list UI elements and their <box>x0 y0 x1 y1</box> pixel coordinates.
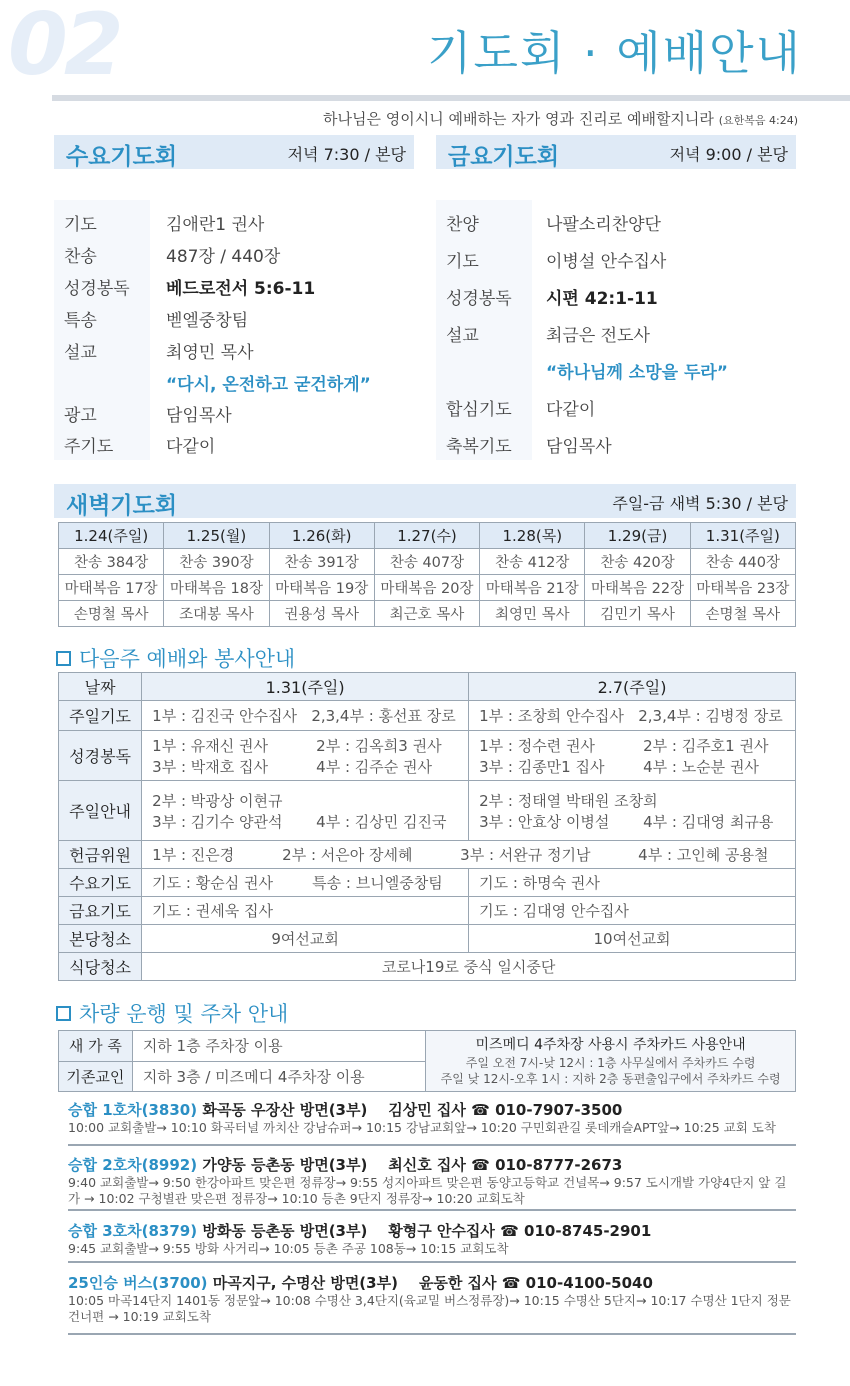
next-week-title: 다음주 예배와 봉사안내 <box>56 643 295 673</box>
dawn-preacher: 최근호 목사 <box>374 601 479 627</box>
table-row <box>59 1031 796 1062</box>
dawn-reading: 마태복음 22장 <box>585 575 690 601</box>
cell: 지하 1층 주차장 이용 <box>132 1031 425 1062</box>
cell: 1부 : 김진국 안수집사 2,3,4부 : 홍선표 장로 <box>142 701 469 731</box>
row-label: 수요기도 <box>59 869 142 897</box>
table-row <box>59 925 796 953</box>
cell: 지하 3층 / 미즈메디 4주차장 이용 <box>132 1061 425 1092</box>
dawn-preacher: 권용성 목사 <box>269 601 374 627</box>
dawn-hymn: 찬송 412장 <box>480 549 585 575</box>
cell: 코로나19로 중식 일시중단 <box>142 953 796 981</box>
next-week-table <box>58 672 796 981</box>
wednesday-title: 수요기도회 <box>66 144 178 170</box>
checkbox-square-icon <box>56 1006 71 1021</box>
parking-table <box>58 1030 796 1092</box>
row-label: 식당청소 <box>59 953 142 981</box>
dawn-hymn: 찬송 391장 <box>269 549 374 575</box>
dawn-reading: 마태복음 21장 <box>480 575 585 601</box>
wednesday-time: 저녁 7:30 / 본당 <box>287 145 406 164</box>
dawn-hymn: 찬송 384장 <box>59 549 164 575</box>
route-item: 25인승 버스(3700) 마곡지구, 수명산 방면(3부) 윤동한 집사 ☎ 010-4100-5040 10:05 마곡14단지 1401동 정문앞→ 10:08 수명산 3,4단지(육교밑 버스정류장)→ 10:15 수명산 5단지→ 10:17 수명산 1단지 정문건너편 → 10:19 교회도착 <box>68 1273 796 1335</box>
page-number: 02 <box>8 0 120 95</box>
friday-header <box>436 135 796 169</box>
page-title: 기도회 · 예배안내 <box>427 26 802 80</box>
date-column-label: 날짜 <box>59 673 142 701</box>
dawn-date: 1.27(수) <box>374 523 479 549</box>
dawn-header <box>54 484 796 518</box>
friday-time: 저녁 9:00 / 본당 <box>669 145 788 164</box>
dawn-title: 새벽기도회 <box>66 493 178 519</box>
table-row <box>59 601 796 627</box>
dawn-preacher: 손명철 목사 <box>59 601 164 627</box>
table-row <box>59 731 796 781</box>
cell: 10여선교회 <box>469 925 796 953</box>
route-item: 승합 1호차(3830) 화곡동 우장산 방면(3부) 김상민 집사 ☎ 010-7907-3500 10:00 교회출발→ 10:10 화곡터널 까치산 강남슈퍼→ 10:15 강남교회앞→ 10:20 구민회관길 롯데캐슬APT앞→ 10:25 교회 도착 <box>68 1100 796 1146</box>
table-row <box>59 953 796 981</box>
dawn-preacher: 조대봉 목사 <box>164 601 269 627</box>
date-1: 1.31(주일) <box>142 673 469 701</box>
dawn-date: 1.31(주일) <box>690 523 795 549</box>
cell: 2부 : 정태열 박태원 조창희 3부 : 안효상 이병설 4부 : 김대영 최규용 <box>469 781 796 841</box>
row-label: 헌금위원 <box>59 841 142 869</box>
cell: 기도 : 하명숙 권사 <box>469 869 796 897</box>
checkbox-square-icon <box>56 651 71 666</box>
dawn-schedule-table <box>58 522 796 627</box>
table-row <box>59 781 796 841</box>
dawn-time: 주일-금 새벽 5:30 / 본당 <box>612 494 788 513</box>
cell: 기도 : 김대영 안수집사 <box>469 897 796 925</box>
dawn-date: 1.29(금) <box>585 523 690 549</box>
dawn-date: 1.26(화) <box>269 523 374 549</box>
cell: 1부 : 유재신 권사 2부 : 김옥희3 권사 3부 : 박재호 집사 4부 : 김주순 권사 <box>142 731 469 781</box>
friday-title: 금요기도회 <box>448 144 560 170</box>
row-label: 금요기도 <box>59 897 142 925</box>
dawn-reading: 마태복음 17장 <box>59 575 164 601</box>
cell: 1부 : 정수련 권사 2부 : 김주호1 권사 3부 : 김종만1 집사 4부 : 노순분 권사 <box>469 731 796 781</box>
wednesday-sermon-title: “다시, 온전하고 굳건하게” <box>166 375 371 395</box>
row-label: 성경봉독 <box>59 731 142 781</box>
dawn-preacher: 손명철 목사 <box>690 601 795 627</box>
table-row <box>59 869 796 897</box>
dawn-date: 1.24(주일) <box>59 523 164 549</box>
cell: 1부 : 진은경 2부 : 서은아 장세혜 3부 : 서완규 정기남 4부 : 고인혜 공용철 <box>142 841 796 869</box>
title-divider <box>52 95 850 101</box>
row-label: 본당청소 <box>59 925 142 953</box>
cell: 2부 : 박광상 이현규 3부 : 김기수 양관석 4부 : 김상민 김진국 <box>142 781 469 841</box>
dawn-hymn: 찬송 420장 <box>585 549 690 575</box>
dawn-reading: 마태복음 18장 <box>164 575 269 601</box>
route-item: 승합 2호차(8992) 가양동 등촌동 방면(3부) 최신호 집사 ☎ 010-8777-2673 9:40 교회출발→ 9:50 한강아파트 맞은편 정류장→ 9:55 성지아파트 맞은편 동양고등학교 건널목→ 9:57 도시개발 가양4단지 앞 길가 → 10:02 구청별관 맞은편 정류장→ 10:10 등촌 9단지 정류장→ 10:20 교회도착 <box>68 1155 796 1211</box>
table-row <box>59 841 796 869</box>
dawn-date: 1.25(월) <box>164 523 269 549</box>
cell: 기도 : 황순심 권사 특송 : 브니엘중창팀 <box>142 869 469 897</box>
cell: 9여선교회 <box>142 925 469 953</box>
wednesday-header <box>54 135 414 169</box>
dawn-reading: 마태복음 20장 <box>374 575 479 601</box>
dawn-preacher: 김민기 목사 <box>585 601 690 627</box>
row-label: 새 가 족 <box>59 1031 133 1062</box>
dawn-reading: 마태복음 19장 <box>269 575 374 601</box>
dawn-hymn: 찬송 440장 <box>690 549 795 575</box>
table-row <box>59 897 796 925</box>
dawn-hymn: 찬송 407장 <box>374 549 479 575</box>
dawn-preacher: 최영민 목사 <box>480 601 585 627</box>
parking-card-info: 미즈메디 4주차장 사용시 주차카드 사용안내 주일 오전 7시-낮 12시 : 1층 사무실에서 주차카드 수령 주일 낮 12시-오후 1시 : 지하 2층 동편출입구에서 주차카드 수령 <box>426 1031 796 1092</box>
cell: 1부 : 조창희 안수집사 2,3,4부 : 김병정 장로 <box>469 701 796 731</box>
row-label: 주일기도 <box>59 701 142 731</box>
table-row <box>59 575 796 601</box>
date-2: 2.7(주일) <box>469 673 796 701</box>
row-label: 주일안내 <box>59 781 142 841</box>
cell: 기도 : 권세욱 집사 <box>142 897 469 925</box>
dawn-hymn: 찬송 390장 <box>164 549 269 575</box>
header-verse: 하나님은 영이시니 예배하는 자가 영과 진리로 예배할지니라 (요한복음 4:24) <box>323 110 798 128</box>
table-row <box>59 673 796 701</box>
row-label: 기존교인 <box>59 1061 133 1092</box>
dawn-date: 1.28(목) <box>480 523 585 549</box>
route-item: 승합 3호차(8379) 방화동 등촌동 방면(3부) 황형구 안수집사 ☎ 010-8745-2901 9:45 교회출발→ 9:55 방화 사거리→ 10:05 등촌 주공 108동→ 10:15 교회도착 <box>68 1221 796 1263</box>
table-row <box>59 523 796 549</box>
vehicle-title: 차량 운행 및 주차 안내 <box>56 998 288 1028</box>
table-row <box>59 701 796 731</box>
friday-sermon-title: “하나님께 소망을 두라” <box>546 363 728 383</box>
dawn-reading: 마태복음 23장 <box>690 575 795 601</box>
table-row <box>59 549 796 575</box>
